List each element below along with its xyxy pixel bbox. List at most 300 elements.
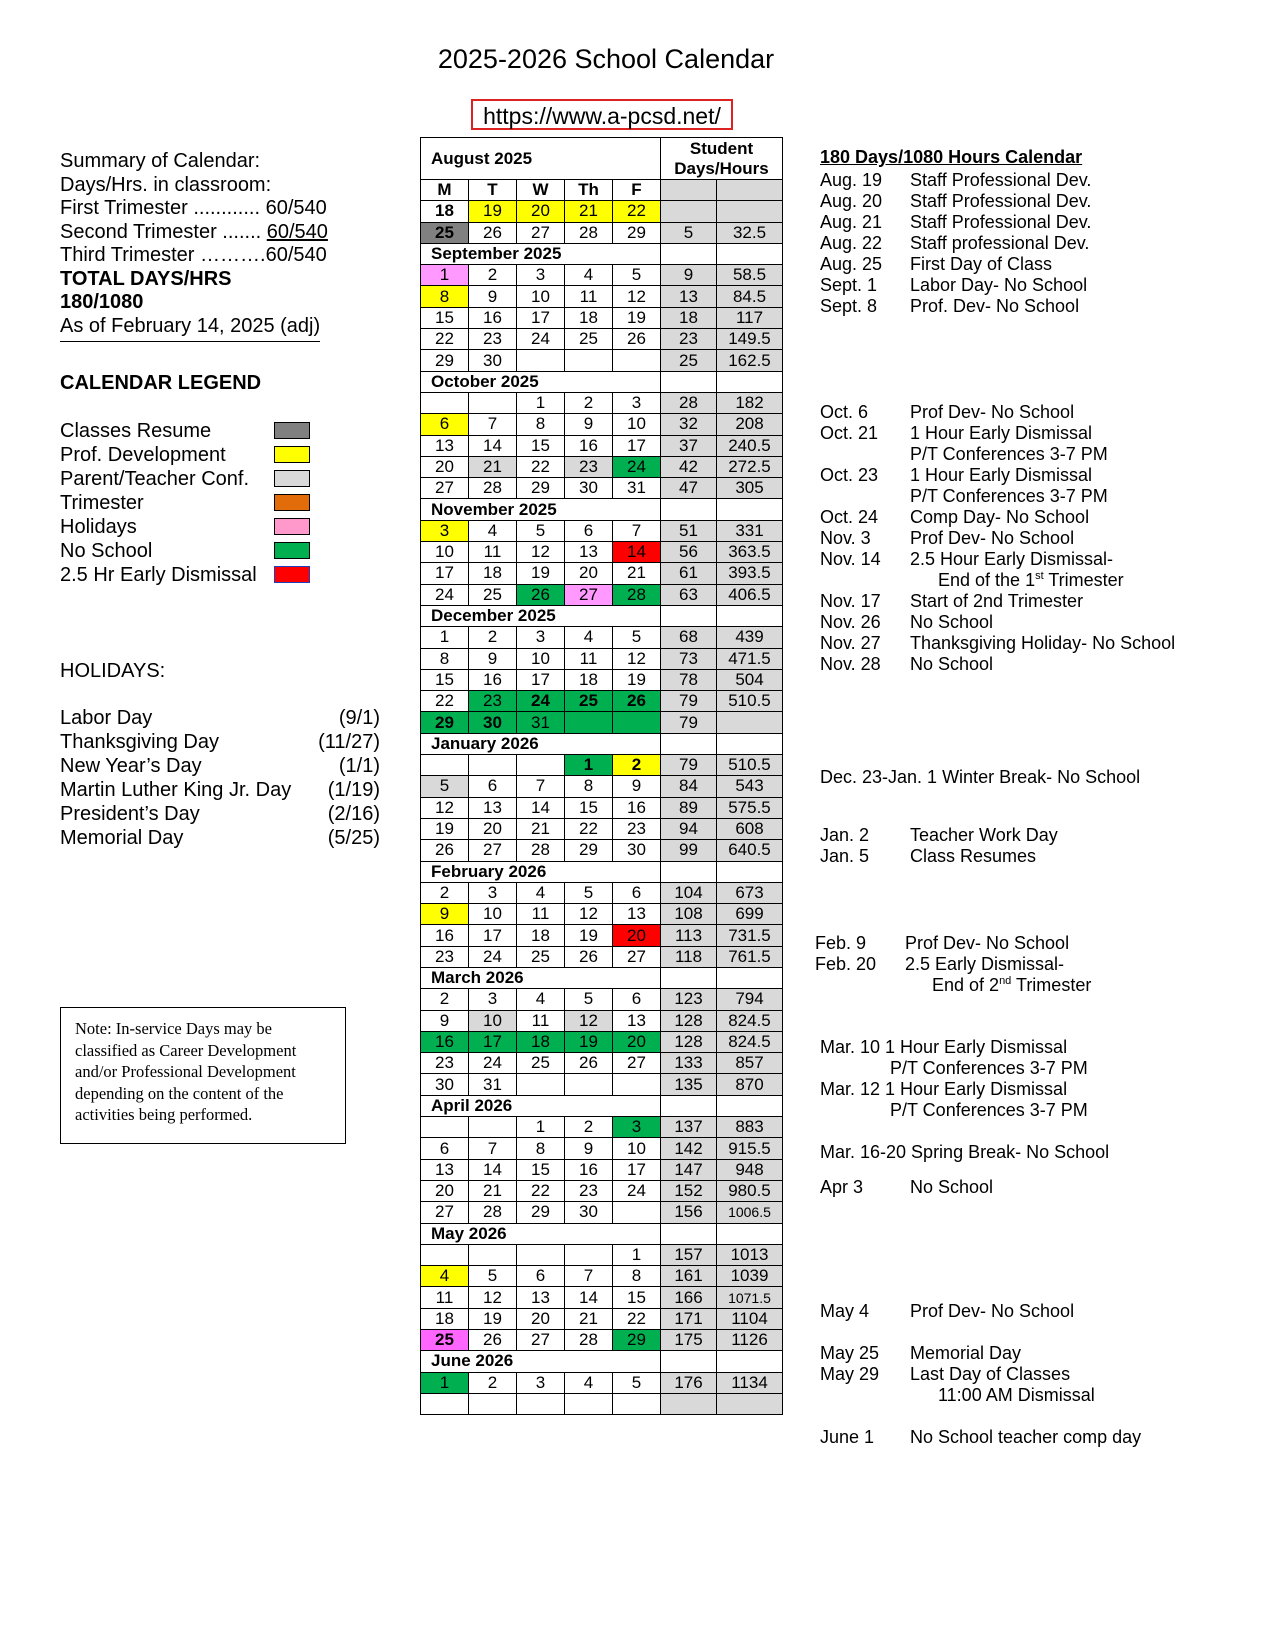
month-spacer <box>661 733 717 754</box>
day-cell: 12 <box>565 904 613 925</box>
day-cell <box>421 1393 469 1414</box>
student-hours-cell: 149.5 <box>717 329 783 350</box>
student-hours-cell: 794 <box>717 989 783 1010</box>
event-text: Class Resumes <box>910 846 1037 866</box>
day-cell: 10 <box>517 286 565 307</box>
day-cell: 9 <box>469 286 517 307</box>
student-hours-cell: 699 <box>717 904 783 925</box>
day-cell: 6 <box>469 776 517 797</box>
header-blank <box>661 180 717 201</box>
day-cell <box>469 1393 517 1414</box>
event-text: Prof Dev- No School <box>910 402 1075 422</box>
legend-swatch <box>274 566 310 583</box>
event-date: Aug. 22 <box>820 233 883 253</box>
day-cell: 19 <box>421 818 469 839</box>
day-cell: 6 <box>565 520 613 541</box>
day-cell: 30 <box>469 350 517 371</box>
event-date: Jan. 2 <box>820 825 870 845</box>
day-cell: 18 <box>421 1308 469 1329</box>
month-spacer <box>661 243 717 264</box>
day-cell: 10 <box>421 542 469 563</box>
day-cell: 29 <box>517 1202 565 1223</box>
legend-item <box>60 564 320 588</box>
day-cell: 28 <box>565 222 613 243</box>
event-date: Oct. 23 <box>820 465 879 485</box>
day-cell: 30 <box>421 1074 469 1095</box>
student-days-cell: 56 <box>661 542 717 563</box>
student-days-cell: 61 <box>661 563 717 584</box>
event-text: Staff Professional Dev. <box>910 212 1092 232</box>
event-date: Nov. 28 <box>820 654 881 674</box>
day-cell: 23 <box>565 456 613 477</box>
student-hours-cell: 406.5 <box>717 584 783 605</box>
day-cell: 6 <box>613 882 661 903</box>
student-hours-cell: 673 <box>717 882 783 903</box>
legend-swatch <box>274 494 310 511</box>
event-continuation: 11:00 AM Dismissal <box>938 1385 1095 1405</box>
legend-swatch <box>274 518 310 535</box>
month-label: February 2026 <box>421 861 661 882</box>
day-cell: 22 <box>421 329 469 350</box>
student-days-cell: 79 <box>661 712 717 733</box>
day-cell: 5 <box>613 1372 661 1393</box>
weekday-header: T <box>469 180 517 201</box>
day-cell: 10 <box>613 1138 661 1159</box>
day-cell: 14 <box>469 435 517 456</box>
legend-item <box>60 516 320 540</box>
day-cell: 13 <box>469 797 517 818</box>
day-cell: 12 <box>613 286 661 307</box>
event-date: Nov. 26 <box>820 612 881 632</box>
page-title: 2025-2026 School Calendar <box>437 44 775 74</box>
event-date: Aug. 21 <box>820 212 883 232</box>
student-days-cell: 161 <box>661 1266 717 1287</box>
day-cell: 25 <box>469 584 517 605</box>
day-cell: 28 <box>469 478 517 499</box>
month-spacer <box>661 861 717 882</box>
day-cell: 11 <box>565 286 613 307</box>
day-cell: 11 <box>469 542 517 563</box>
event-spring-break: Mar. 16-20 Spring Break- No School <box>820 1142 1110 1162</box>
divider <box>60 341 320 342</box>
legend-item <box>60 492 320 516</box>
day-cell: 3 <box>613 392 661 413</box>
day-cell <box>469 1244 517 1265</box>
student-hours-cell: 761.5 <box>717 946 783 967</box>
day-cell: 10 <box>613 414 661 435</box>
student-hours-cell: 272.5 <box>717 456 783 477</box>
day-cell: 21 <box>565 201 613 222</box>
legend-label: Trimester <box>60 492 144 514</box>
month-spacer <box>661 371 717 392</box>
holiday-name: Labor Day <box>60 707 153 729</box>
legend-swatch <box>274 446 310 463</box>
day-cell: 25 <box>421 1330 469 1351</box>
student-days-cell: 9 <box>661 265 717 286</box>
day-cell: 1 <box>421 1372 469 1393</box>
day-cell: 30 <box>613 840 661 861</box>
event-date: Oct. 24 <box>820 507 879 527</box>
summary-second-trimester: Second Trimester ....... 60/540 <box>60 220 328 243</box>
day-cell <box>421 755 469 776</box>
day-cell: 3 <box>469 989 517 1010</box>
day-cell <box>469 392 517 413</box>
student-hours-cell: 510.5 <box>717 755 783 776</box>
student-days-cell: 79 <box>661 691 717 712</box>
day-cell: 26 <box>565 1053 613 1074</box>
legend-label: 2.5 Hr Early Dismissal <box>60 564 257 586</box>
student-hours-cell <box>717 201 783 222</box>
day-cell: 19 <box>613 669 661 690</box>
day-cell: 21 <box>469 456 517 477</box>
student-hours-cell: 240.5 <box>717 435 783 456</box>
student-hours-cell: 162.5 <box>717 350 783 371</box>
day-cell: 22 <box>517 456 565 477</box>
student-hours-cell: 504 <box>717 669 783 690</box>
day-cell: 27 <box>421 1202 469 1223</box>
holiday-date: (5/25) <box>327 827 380 849</box>
day-cell: 24 <box>421 584 469 605</box>
day-cell: 8 <box>565 776 613 797</box>
day-cell: 4 <box>517 882 565 903</box>
event-text: Comp Day- No School <box>910 507 1090 527</box>
month-spacer <box>661 967 717 988</box>
holiday-date: (11/27) <box>318 731 380 753</box>
student-days-header: Student Days/Hours <box>661 138 783 180</box>
day-cell <box>421 392 469 413</box>
day-cell: 23 <box>421 1053 469 1074</box>
day-cell: 17 <box>613 1159 661 1180</box>
month-spacer <box>661 605 717 626</box>
day-cell: 14 <box>613 542 661 563</box>
website-link[interactable]: https://www.a-pcsd.net/ <box>471 99 733 130</box>
holiday-name: Memorial Day <box>60 827 184 849</box>
legend-label: Parent/Teacher Conf. <box>60 468 249 490</box>
day-cell: 16 <box>469 307 517 328</box>
day-cell: 26 <box>565 946 613 967</box>
student-hours-cell: 948 <box>717 1159 783 1180</box>
day-cell: 10 <box>517 648 565 669</box>
weekday-header: W <box>517 180 565 201</box>
student-days-cell: 175 <box>661 1330 717 1351</box>
event-text: Staff Professional Dev. <box>910 191 1092 211</box>
day-cell: 7 <box>565 1266 613 1287</box>
student-days-cell: 68 <box>661 627 717 648</box>
calendar-grid <box>420 137 783 1415</box>
day-cell: 20 <box>517 201 565 222</box>
student-hours-cell: 363.5 <box>717 542 783 563</box>
student-hours-cell: 1134 <box>717 1372 783 1393</box>
student-days-cell: 28 <box>661 392 717 413</box>
day-cell: 6 <box>613 989 661 1010</box>
event-date: Oct. 6 <box>820 402 869 422</box>
event-text: No School <box>910 1177 994 1197</box>
month-spacer <box>717 371 783 392</box>
day-cell: 23 <box>469 691 517 712</box>
day-cell: 3 <box>421 520 469 541</box>
holiday-name: Thanksgiving Day <box>60 731 219 753</box>
student-hours-cell: 870 <box>717 1074 783 1095</box>
event-text: Prof Dev- No School <box>910 1301 1075 1321</box>
day-cell: 5 <box>517 520 565 541</box>
day-cell: 26 <box>421 840 469 861</box>
day-cell: 21 <box>517 818 565 839</box>
day-cell: 2 <box>421 882 469 903</box>
day-cell: 1 <box>613 1244 661 1265</box>
day-cell: 6 <box>421 414 469 435</box>
day-cell: 13 <box>613 904 661 925</box>
month-spacer <box>661 1223 717 1244</box>
day-cell: 26 <box>517 584 565 605</box>
note-box: Note: In-service Days may be classified as Career Development and/or Professional Development depending on the content of the activities being performed. <box>60 1007 346 1144</box>
day-cell: 27 <box>469 840 517 861</box>
student-hours-cell: 640.5 <box>717 840 783 861</box>
student-days-cell <box>661 201 717 222</box>
day-cell: 23 <box>565 1180 613 1201</box>
event-date: Nov. 27 <box>820 633 881 653</box>
holiday-date: (1/1) <box>338 755 380 777</box>
day-cell: 16 <box>565 435 613 456</box>
day-cell: 15 <box>421 307 469 328</box>
day-cell: 7 <box>517 776 565 797</box>
legend-title: CALENDAR LEGEND <box>60 372 262 394</box>
event-text: No School <box>910 654 994 674</box>
day-cell: 6 <box>517 1266 565 1287</box>
student-hours-cell: 1013 <box>717 1244 783 1265</box>
month-spacer <box>717 605 783 626</box>
day-cell: 26 <box>469 222 517 243</box>
student-hours-cell: 1104 <box>717 1308 783 1329</box>
day-cell: 18 <box>517 925 565 946</box>
day-cell: 24 <box>517 329 565 350</box>
student-hours-cell: 439 <box>717 627 783 648</box>
student-hours-cell: 915.5 <box>717 1138 783 1159</box>
student-days-cell: 135 <box>661 1074 717 1095</box>
student-days-cell: 73 <box>661 648 717 669</box>
day-cell: 31 <box>517 712 565 733</box>
day-cell: 2 <box>469 1372 517 1393</box>
legend-label: Classes Resume <box>60 420 212 442</box>
month-spacer <box>661 499 717 520</box>
student-hours-cell: 1071.5 <box>717 1287 783 1308</box>
student-hours-cell: 608 <box>717 818 783 839</box>
event-date: Feb. 20 <box>815 954 877 974</box>
day-cell: 13 <box>613 1010 661 1031</box>
event-text: P/T Conferences 3-7 PM <box>910 444 1108 464</box>
event-text: 2.5 Hour Early Dismissal- <box>910 549 1114 569</box>
day-cell: 7 <box>469 414 517 435</box>
month-spacer <box>717 733 783 754</box>
event-text: No School teacher comp day <box>910 1427 1142 1447</box>
day-cell: 10 <box>469 904 517 925</box>
legend-swatch <box>274 470 310 487</box>
student-days-cell: 108 <box>661 904 717 925</box>
day-cell: 5 <box>613 627 661 648</box>
month-label: March 2026 <box>421 967 661 988</box>
day-cell: 17 <box>469 1031 517 1052</box>
student-hours-cell: 182 <box>717 392 783 413</box>
day-cell: 21 <box>613 563 661 584</box>
month-label: January 2026 <box>421 733 661 754</box>
day-cell: 5 <box>565 989 613 1010</box>
student-hours-cell: 857 <box>717 1053 783 1074</box>
day-cell: 17 <box>469 925 517 946</box>
day-cell: 21 <box>469 1180 517 1201</box>
event-text: Prof. Dev- No School <box>910 296 1080 316</box>
legend-swatch <box>274 422 310 439</box>
month-spacer <box>661 1095 717 1116</box>
day-cell: 14 <box>469 1159 517 1180</box>
day-cell <box>421 1244 469 1265</box>
day-cell: 11 <box>421 1287 469 1308</box>
event-text: Prof Dev- No School <box>910 528 1075 548</box>
weekday-header: M <box>421 180 469 201</box>
student-days-cell: 32 <box>661 414 717 435</box>
legend-item <box>60 420 320 444</box>
student-days-cell: 5 <box>661 222 717 243</box>
day-cell: 18 <box>565 669 613 690</box>
day-cell: 22 <box>613 201 661 222</box>
day-cell: 29 <box>421 350 469 371</box>
student-days-cell: 147 <box>661 1159 717 1180</box>
day-cell: 4 <box>565 1372 613 1393</box>
student-hours-cell: 824.5 <box>717 1031 783 1052</box>
month-spacer <box>717 1223 783 1244</box>
day-cell: 22 <box>613 1308 661 1329</box>
event-text: Start of 2nd Trimester <box>910 591 1084 611</box>
day-cell: 1 <box>565 755 613 776</box>
legend-label: Prof. Development <box>60 444 226 466</box>
student-days-cell: 13 <box>661 286 717 307</box>
day-cell: 9 <box>565 414 613 435</box>
day-cell: 7 <box>469 1138 517 1159</box>
student-hours-cell: 471.5 <box>717 648 783 669</box>
day-cell: 26 <box>613 329 661 350</box>
event-date: May 4 <box>820 1301 870 1321</box>
day-cell: 1 <box>421 265 469 286</box>
event-text: Teacher Work Day <box>910 825 1058 845</box>
day-cell: 5 <box>421 776 469 797</box>
day-cell: 9 <box>421 1010 469 1031</box>
day-cell: 1 <box>421 627 469 648</box>
day-cell <box>613 350 661 371</box>
holiday-item <box>60 827 380 851</box>
day-cell: 31 <box>613 478 661 499</box>
day-cell: 3 <box>613 1117 661 1138</box>
day-cell: 4 <box>517 989 565 1010</box>
day-cell: 14 <box>517 797 565 818</box>
student-days-cell: 63 <box>661 584 717 605</box>
day-cell: 1 <box>517 1117 565 1138</box>
day-cell: 13 <box>421 435 469 456</box>
student-days-cell: 123 <box>661 989 717 1010</box>
day-cell: 18 <box>517 1031 565 1052</box>
student-hours-cell: 980.5 <box>717 1180 783 1201</box>
student-days-cell: 113 <box>661 925 717 946</box>
day-cell: 6 <box>421 1138 469 1159</box>
student-hours-cell: 510.5 <box>717 691 783 712</box>
day-cell: 25 <box>565 329 613 350</box>
day-cell <box>517 1074 565 1095</box>
day-cell: 23 <box>613 818 661 839</box>
day-cell <box>517 1244 565 1265</box>
weekday-header: Th <box>565 180 613 201</box>
day-cell <box>469 755 517 776</box>
calendar-legend <box>60 420 320 588</box>
event-text: Thanksgiving Holiday- No School <box>910 633 1176 653</box>
event-date: Feb. 9 <box>815 933 867 953</box>
event-text: Memorial Day <box>910 1343 1022 1363</box>
day-cell: 30 <box>565 478 613 499</box>
day-cell: 22 <box>517 1180 565 1201</box>
day-cell: 18 <box>469 563 517 584</box>
student-days-cell: 37 <box>661 435 717 456</box>
holiday-name: Martin Luther King Jr. Day <box>60 779 292 801</box>
holiday-date: (9/1) <box>338 707 380 729</box>
day-cell: 19 <box>517 563 565 584</box>
student-days-cell: 171 <box>661 1308 717 1329</box>
day-cell: 27 <box>613 946 661 967</box>
day-cell: 9 <box>613 776 661 797</box>
day-cell: 12 <box>613 648 661 669</box>
day-cell: 2 <box>469 265 517 286</box>
holiday-item <box>60 731 380 755</box>
event-date: Nov. 14 <box>820 549 881 569</box>
day-cell: 28 <box>469 1202 517 1223</box>
day-cell: 27 <box>517 1330 565 1351</box>
legend-item <box>60 540 320 564</box>
day-cell: 7 <box>613 520 661 541</box>
student-hours-cell: 824.5 <box>717 1010 783 1031</box>
holiday-date: (1/19) <box>327 779 380 801</box>
student-days-cell: 128 <box>661 1010 717 1031</box>
day-cell: 15 <box>517 1159 565 1180</box>
day-cell: 11 <box>517 1010 565 1031</box>
student-days-cell: 157 <box>661 1244 717 1265</box>
summary-total-value: 180/1080 <box>60 291 144 313</box>
day-cell: 16 <box>469 669 517 690</box>
day-cell: 15 <box>517 435 565 456</box>
student-hours-cell: 883 <box>717 1117 783 1138</box>
day-cell: 19 <box>469 201 517 222</box>
day-cell: 22 <box>565 818 613 839</box>
holiday-item <box>60 755 380 779</box>
day-cell: 20 <box>421 456 469 477</box>
student-hours-cell <box>717 1393 783 1414</box>
month-label: November 2025 <box>421 499 661 520</box>
day-cell: 27 <box>421 478 469 499</box>
day-cell: 5 <box>613 265 661 286</box>
event-text: P/T Conferences 3-7 PM <box>910 486 1108 506</box>
student-hours-cell: 1039 <box>717 1266 783 1287</box>
day-cell <box>565 712 613 733</box>
student-hours-cell: 117 <box>717 307 783 328</box>
day-cell: 28 <box>517 840 565 861</box>
day-cell: 28 <box>565 1330 613 1351</box>
event-date: May 25 <box>820 1343 880 1363</box>
event-continuation: P/T Conferences 3-7 PM <box>890 1100 1088 1120</box>
day-cell: 24 <box>469 946 517 967</box>
day-cell: 16 <box>613 797 661 818</box>
day-cell: 16 <box>421 925 469 946</box>
event-date: Jan. 5 <box>820 846 870 866</box>
holiday-name: President’s Day <box>60 803 200 825</box>
legend-label: No School <box>60 540 153 562</box>
event-text: 1 Hour Early Dismissal <box>910 423 1093 443</box>
summary-third-trimester: Third Trimester ……….60/540 <box>60 244 327 266</box>
student-days-cell: 152 <box>661 1180 717 1201</box>
day-cell: 18 <box>421 201 469 222</box>
